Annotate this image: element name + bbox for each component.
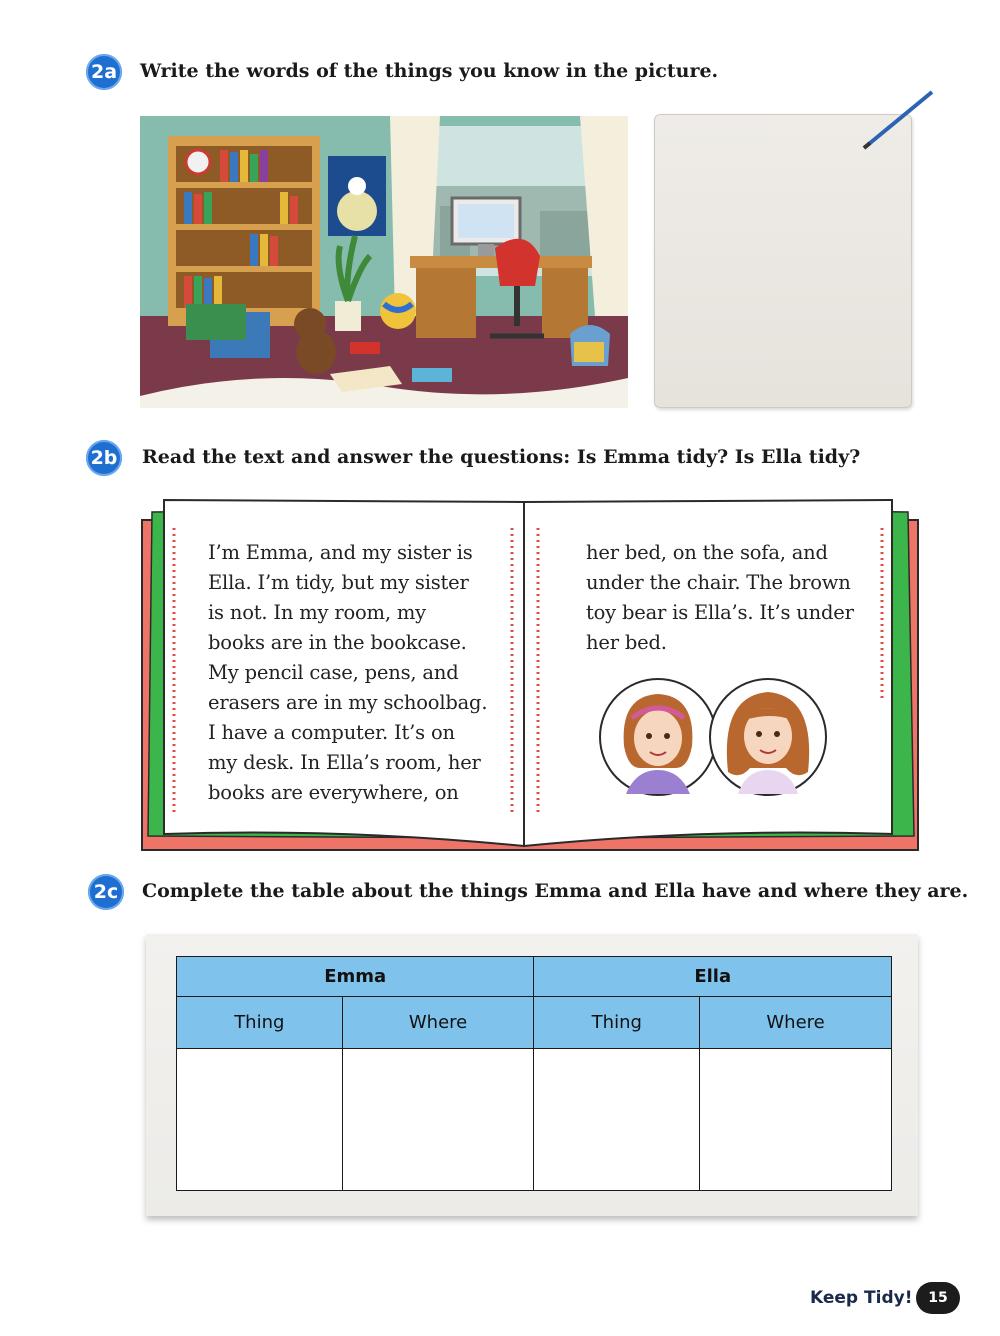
task-badge-2c: 2c <box>88 874 124 910</box>
text-line: Ella. I’m tidy, but my sister <box>208 571 469 594</box>
text-line: her bed. <box>586 631 667 654</box>
text-line: toy bear is Ella’s. It’s under <box>586 601 854 624</box>
text-line: is not. In my room, my <box>208 601 426 624</box>
pencil-icon <box>858 86 938 156</box>
text-line: I have a computer. It’s on <box>208 721 455 744</box>
task-badge-2a: 2a <box>86 54 122 90</box>
text-line: My pencil case, pens, and <box>208 661 459 684</box>
column-header-ella-thing: Thing <box>534 997 700 1049</box>
bedroom-illustration <box>140 116 628 408</box>
answer-cell-ella-where[interactable] <box>700 1049 892 1191</box>
book-left-page-text <box>208 538 498 808</box>
column-header-emma-thing: Thing <box>177 997 343 1049</box>
column-header-ella-where: Where <box>700 997 892 1049</box>
column-header-emma-where: Where <box>342 997 534 1049</box>
page-number-badge: 15 <box>916 1282 960 1314</box>
task-instruction-2b: Read the text and answer the questions: Is Emma tidy? Is Ella tidy? <box>142 446 861 468</box>
unit-title: Keep Tidy! <box>810 1288 913 1308</box>
task-badge-2b: 2b <box>86 440 122 476</box>
text-line: under the chair. The brown <box>586 571 851 594</box>
answer-cell-ella-thing[interactable] <box>534 1049 700 1191</box>
text-line: her bed, on the sofa, and <box>586 541 828 564</box>
table-header-emma: Emma <box>177 957 534 997</box>
girls-portraits-illustration <box>596 676 836 798</box>
answer-cell-emma-where[interactable] <box>342 1049 534 1191</box>
text-line: my desk. In Ella’s room, her <box>208 751 481 774</box>
book-right-page-text <box>586 538 876 658</box>
things-table <box>176 956 892 1191</box>
text-line: books are everywhere, on <box>208 781 459 804</box>
table-header-ella: Ella <box>534 957 892 997</box>
text-line: erasers are in my schoolbag. <box>208 691 488 714</box>
text-line: books are in the bookcase. <box>208 631 467 654</box>
blank-note-card[interactable] <box>654 114 912 408</box>
answer-cell-emma-thing[interactable] <box>177 1049 343 1191</box>
task-instruction-2c: Complete the table about the things Emma and Ella have and where they are. <box>142 880 969 902</box>
text-line: I’m Emma, and my sister is <box>208 541 473 564</box>
task-instruction-2a: Write the words of the things you know in the picture. <box>140 60 719 82</box>
